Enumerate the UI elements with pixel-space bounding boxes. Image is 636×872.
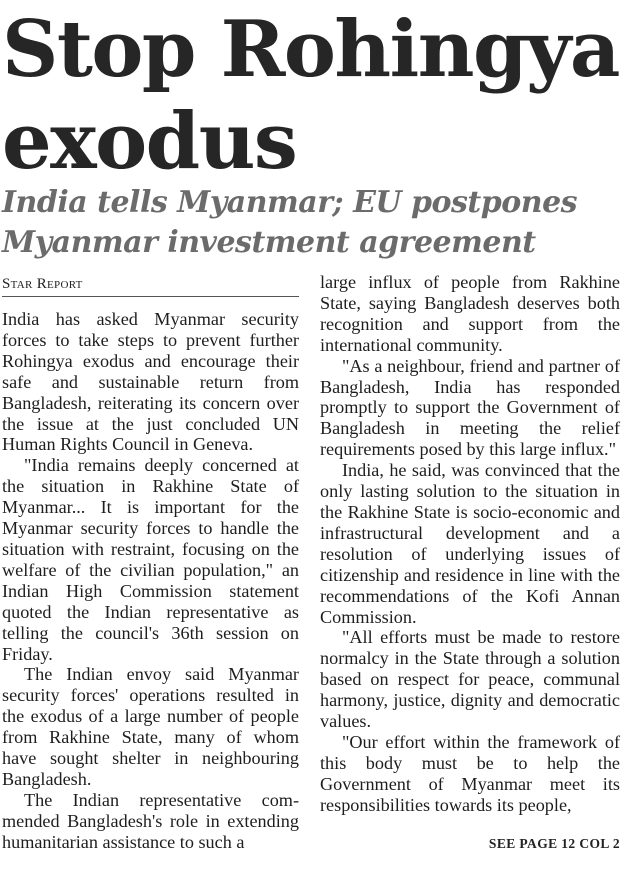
article-paragraph: The Indian representative commended Bangladesh's role in extending humanitarian assistance to such a <box>2 789 299 852</box>
article-paragraph: India has asked Myanmar security forces to take steps to prevent further Rohingya exodus and encourage their safe and sustainable return from Bangladesh, reiterating its concern over the issue at the just concluded UN Human Rights Council in Geneva. <box>2 309 299 455</box>
article-paragraph: India, he said, was convinced that the only lasting solution to the situation in the Rakhine State is socio-economic and infrastructural development and a resolution of underlying issues of citizenship and residence in line with the recommendations of the Kofi Annan Commission. <box>320 460 620 627</box>
article-paragraph: large influx of people from Rakhine State, saying Bangladesh deserves both recognition and support from the international community. <box>320 272 620 355</box>
subheadline: India tells Myanmar; EU postpones Myanmar investment agreement <box>2 185 578 260</box>
headline: Stop Rohingya exodus <box>2 4 619 187</box>
article-paragraph: "As a neighbour, friend and partner of Bangladesh, India has responded promptly to support the Government of Bangladesh in meeting the relief requirements posed by this large influx." <box>320 355 620 460</box>
article-paragraph: "India remains deeply concerned at the situation in Rakhine State of Myanmar... It is important for the Myanmar security forces to handle the situation with restraint, focusing on the welfare of the civilian population," an Indian High Commission statement quoted the Indian representative as telling the council's 36th session on Friday. <box>2 455 299 664</box>
byline: Star Report <box>2 274 299 297</box>
article-paragraph: "Our effort within the framework of this body must be to help the Government of Myanmar meet its responsibilities towards its people, <box>320 731 620 815</box>
article-paragraph: "All efforts must be made to restore normalcy in the State through a solution based on respect for peace, communal harmony, justice, dignity and democratic values. <box>320 627 620 732</box>
article-paragraph: The Indian envoy said Myanmar security forces' operations resulted in the exodus of a large number of people from Rakhine State, many of whom have sought shelter in neighbouring Bangladesh. <box>2 664 299 789</box>
article-column-1 <box>2 309 299 853</box>
continued-on-page-note: SEE PAGE 12 COL 2 <box>488 836 620 851</box>
article-column-2 <box>320 272 620 816</box>
